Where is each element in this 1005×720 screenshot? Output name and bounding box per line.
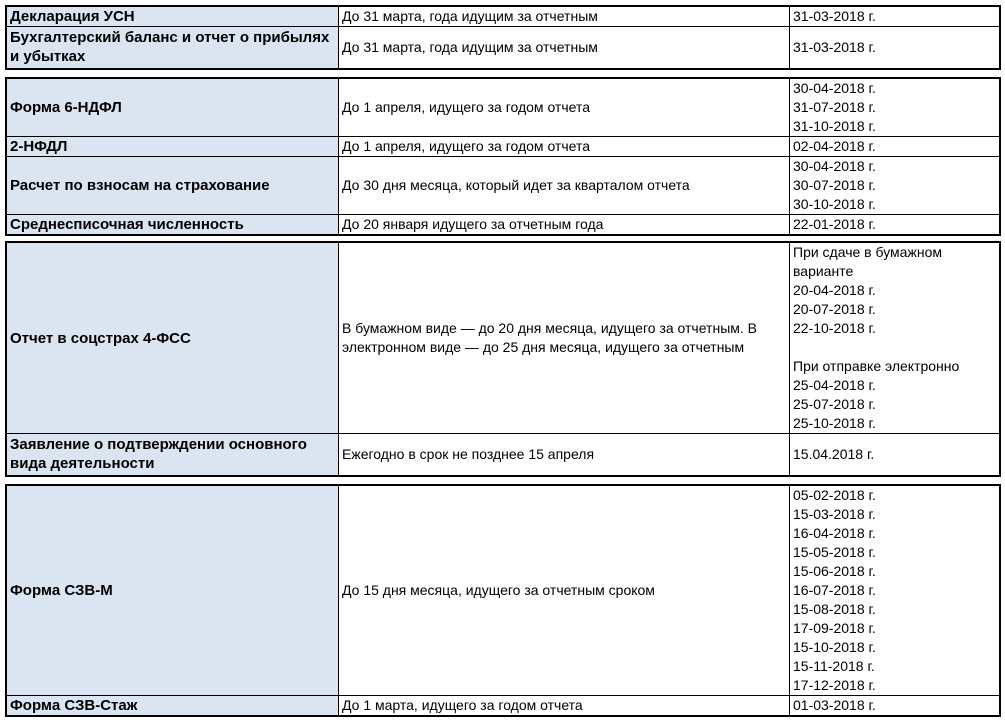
date-value: 15-05-2018 г. <box>793 544 876 560</box>
date-value: 30-10-2018 г. <box>793 196 876 212</box>
date-value: 25-10-2018 г. <box>793 415 876 431</box>
date-value: 15-11-2018 г. <box>793 658 875 674</box>
dates-cell <box>790 215 1001 236</box>
date-value: 15.04.2018 г. <box>793 445 875 462</box>
table-row <box>6 696 1000 717</box>
date-value: 01-03-2018 г. <box>793 697 876 713</box>
deadline-cell: До 1 апреля, идущего за годом отчета <box>339 78 790 137</box>
table-group-2 <box>5 77 998 236</box>
date-value: 15-08-2018 г. <box>793 601 876 617</box>
date-value: 17-09-2018 г. <box>793 620 876 636</box>
date-value: 22-10-2018 г. <box>793 320 876 336</box>
report-name-cell: Форма СЗВ-Стаж <box>6 696 339 717</box>
date-value: 15-10-2018 г. <box>793 639 876 655</box>
deadline-cell: До 1 апреля, идущего за годом отчета <box>339 137 790 157</box>
date-value: 20-04-2018 г. <box>793 282 876 298</box>
table-row <box>6 215 1000 236</box>
dates-cell <box>790 78 1001 137</box>
deadline-cell: До 30 дня месяца, который идет за кварталом отчета <box>339 157 790 215</box>
table-row <box>6 137 1000 157</box>
date-value: 20-07-2018 г. <box>793 301 876 317</box>
report-name-cell: Заявление о подтверждении основного вида деятельности <box>6 434 339 476</box>
table-group-1 <box>5 5 998 70</box>
dates-cell <box>790 485 1001 696</box>
deadline-cell: Ежегодно в срок не позднее 15 апреля <box>339 434 790 476</box>
table-row <box>6 6 1000 27</box>
date-value: 30-04-2018 г. <box>793 80 876 96</box>
table-row <box>6 157 1000 215</box>
date-value: 16-07-2018 г. <box>793 582 876 598</box>
report-name-cell: Расчет по взносам на страхование <box>6 157 339 215</box>
dates-cell <box>790 157 1001 215</box>
deadline-cell: До 20 января идущего за отчетным года <box>339 215 790 236</box>
date-value: 17-12-2018 г. <box>793 677 876 693</box>
date-value: 15-06-2018 г. <box>793 563 876 579</box>
report-name-cell: 2-НФДЛ <box>6 137 339 157</box>
date-value: 31-07-2018 г. <box>793 99 876 115</box>
date-value: 30-04-2018 г. <box>793 158 876 174</box>
deadline-cell: До 31 марта, года идущим за отчетным <box>339 27 790 69</box>
date-value: 30-07-2018 г. <box>793 177 876 193</box>
date-value: 31-03-2018 г. <box>793 8 876 24</box>
dates-cell <box>790 242 1001 434</box>
table-row <box>6 434 1000 476</box>
date-value: 22-01-2018 г. <box>793 216 876 232</box>
date-value: 16-04-2018 г. <box>793 525 876 541</box>
report-name-cell: Бухгалтерский баланс и отчет о прибылях и убытках <box>6 27 339 69</box>
table-row <box>6 242 1000 434</box>
report-name-cell: Форма 6-НДФЛ <box>6 78 339 137</box>
table-row <box>6 78 1000 137</box>
date-value: 31-10-2018 г. <box>793 118 876 134</box>
dates-cell <box>790 137 1001 157</box>
dates-cell <box>790 696 1001 717</box>
report-name-cell: Форма СЗВ-М <box>6 485 339 696</box>
deadline-cell: До 31 марта, года идущим за отчетным <box>339 6 790 27</box>
date-value: 31-03-2018 г. <box>793 38 876 55</box>
electronic-submission-label: При отправке электронно <box>793 358 960 374</box>
deadline-cell: До 1 марта, идущего за годом отчета <box>339 696 790 717</box>
table-row <box>6 27 1000 69</box>
report-name-cell: Среднесписочная численность <box>6 215 339 236</box>
spacer <box>793 338 996 357</box>
date-value: 25-07-2018 г. <box>793 396 876 412</box>
report-name-cell: Декларация УСН <box>6 6 339 27</box>
date-value: 15-03-2018 г. <box>793 506 876 522</box>
date-value: 02-04-2018 г. <box>793 138 876 154</box>
paper-submission-label: При сдаче в бумажном варианте <box>793 244 942 279</box>
table-group-4 <box>5 484 998 717</box>
date-value: 25-04-2018 г. <box>793 377 876 393</box>
dates-cell <box>790 6 1001 27</box>
deadline-cell: До 15 дня месяца, идущего за отчетным сроком <box>339 485 790 696</box>
dates-cell <box>790 434 1001 476</box>
table-group-3 <box>5 241 998 477</box>
table-row <box>6 485 1000 696</box>
date-value: 05-02-2018 г. <box>793 487 876 503</box>
deadline-cell: В бумажном виде — до 20 дня месяца, идущего за отчетным. В электронном виде — до 25 дня месяца, идущего за отчетным <box>339 242 790 434</box>
report-name-cell: Отчет в соцстрах 4-ФСС <box>6 242 339 434</box>
dates-cell <box>790 27 1001 69</box>
